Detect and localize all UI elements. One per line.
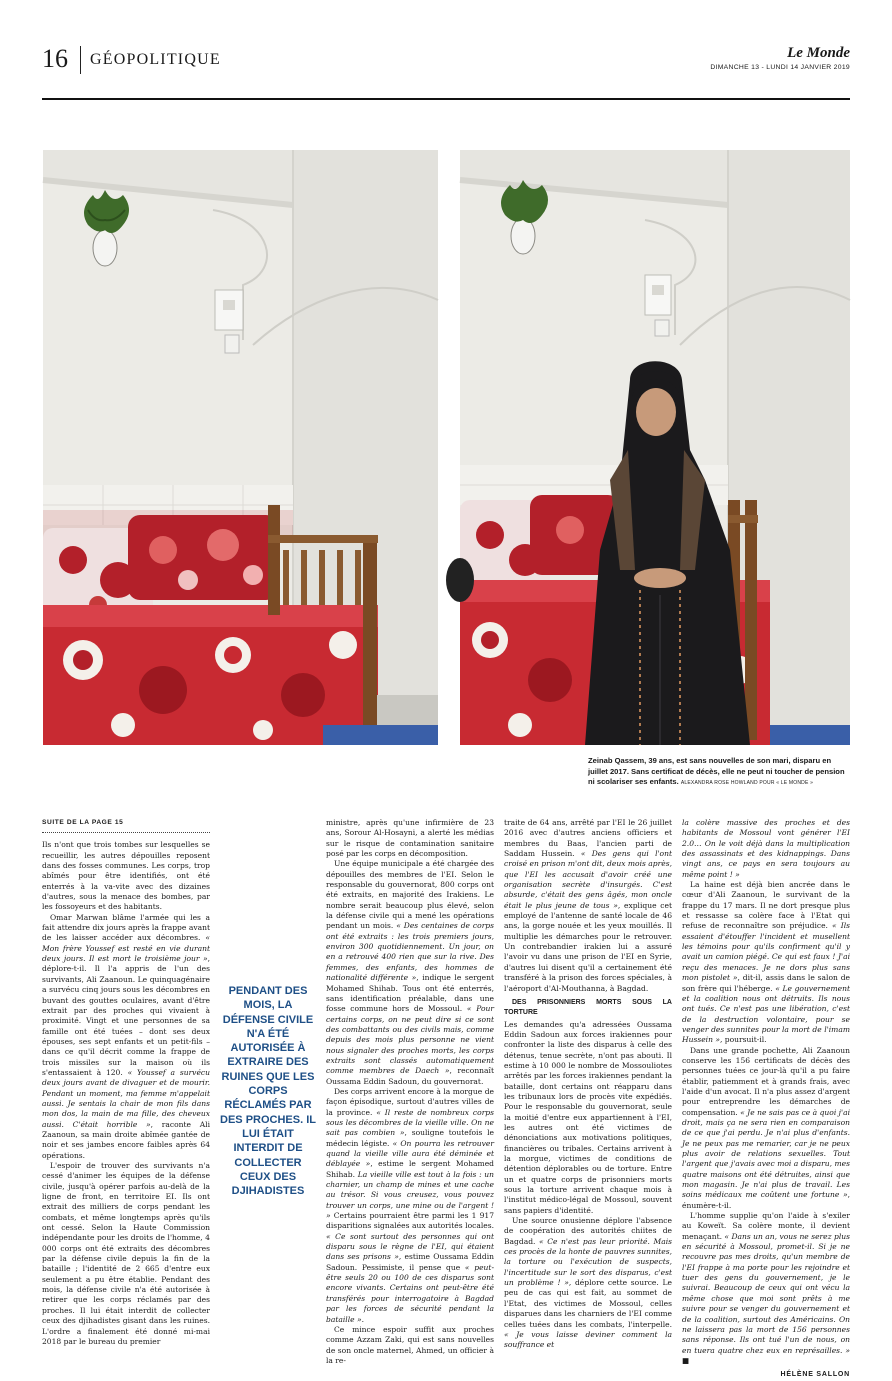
header-rule	[42, 98, 850, 100]
paragraph: Les demandes qu'a adressées Oussama Eddin Sadoun aux forces irakiennes pour confronter la liste des disparus à celle des détenus, tenue secrète, n'ont pas abouti. Il estime à 10 000 le nombre de Mossouliotes arrêtés par les forces irakiennes pendant la bataille, dont certains ont réapparu dans les tribunaux lors de procès vite expédiés. Pour le responsable du gouvernorat, seule la moitié d'entre eux appartiennent à l'EI, les autres ont été victimes de dénonciations aux motivations politiques, financières ou tribales. Certains arrivent à la morgue, victimes de conditions de détention déplorables ou de torture. Entre un et quatre corps de prisonniers morts sous la torture arrivent chaque mois à l'institut médico-légal de Mossoul, souvent sans papiers d'identité.	[504, 1019, 672, 1215]
paragraph: Une source onusienne déplore l'absence de coopération des autorités chiites de Bagdad. « Ce n'est pas leur priorité. Mais ces procès de la honte de pauvres sunnites, la torture ou l'exécution de suspects, l'incertitude sur le sort des disparus, c'est un problème ! », déplore cette source. Le peu de cas qui est fait, au sommet de l'Etat, des victimes de Mossoul, celles disparues dans les charniers de l'EI comme celles tuées dans les combats, l'interpelle. « Je vous laisse deviner comment la souffrance et	[504, 1216, 672, 1350]
continued-from-label: SUITE DE LA PAGE 15	[42, 818, 210, 833]
paragraph: Ce mince espoir suffit aux proches comme Azzam Zaki, qui est sans nouvelles de son oncle maternel, Ahmed, un officier à la re-	[326, 1324, 494, 1365]
header-separator	[80, 46, 81, 74]
paragraph: ministre, après qu'une infirmière de 23 ans, Sorour Al-Hosayni, a alerté les médias sur le risque de contamination sanitaire posé par les corps en décomposition.	[326, 818, 494, 859]
masthead-logo: Le Monde	[787, 45, 850, 61]
issue-date: DIMANCHE 13 - LUNDI 14 JANVIER 2019	[710, 64, 850, 71]
photo-credit: ALEXANDRA ROSE HOWLAND POUR « LE MONDE »	[680, 780, 814, 786]
page-header	[42, 40, 850, 100]
paragraph: Dans une grande pochette, Ali Zaanoun conserve les 156 certificats de décès des personnes tuées ce jour-là qu'il a pu faire établir, patiemment et à grands frais, avec l'aide d'un avocat. Il n'a plus assez d'argent pour entreprendre les démarches de compensation. « Je ne sais pas ce à quoi j'ai droit, mais ça ne sera rien en comparaison de ce que j'ai perdu. Je n'ai plus d'enfants. Je ne peux pas me remarier, car je ne peux plus avoir de relations sexuelles. Tout l'argent que j'avais avec moi a disparu, mes quatre maisons ont été détruites, ainsi que mon magasin. Je n'ai plus de travail. Les soins médicaux me coûtent une fortune », énumère-t-il.	[682, 1045, 850, 1210]
end-mark: ■	[682, 1355, 690, 1365]
photo-zeinab-qassem	[460, 150, 850, 745]
caption-text: Zeinab Qassem, 39 ans, est sans nouvelles de son mari, disparu en juillet 2017. Sans certificat de décès, elle ne peut ni toucher de pension ni scolariser ses enfants.	[588, 756, 845, 786]
article-column-2	[326, 818, 494, 1366]
photo-caption	[588, 756, 850, 789]
byline: HÉLÈNE SALLON	[780, 1371, 850, 1379]
article-column-4	[682, 818, 850, 1381]
paragraph: la colère massive des proches et des habitants de Mossoul vont générer l'EI 2.0… On le voit déjà dans la multiplication des assassinats et des kidnappings. Dans vingt ans, ce pays en sera toujours au même point ! »	[682, 818, 850, 879]
paragraph: La haine est déjà bien ancrée dans le cœur d'Ali Zaanoun, le survivant de la frappe du 17 mars. Il ne dort presque plus et ressasse sa colère face à l'Etat qui refuse de reconnaître son préjudice. « Ils essaient d'étouffer l'incident et musellent les témoins pour qu'ils confirment qu'il y avait un camion piégé. Ce qui est faux ! J'ai reçu des menaces. Je ne dors plus sans mon pistolet », dit-il, assis dans le salon de son frère qui l'héberge. « Le gouvernement et la coalition nous ont détruits. Ils nous ont tués. Ce n'est pas une libération, c'est de la destruction volontaire, pour se venger des sunnites pour la mort de l'imam Hussein », poursuit-il.	[682, 880, 850, 1045]
zeinab-portrait-illustration	[460, 150, 850, 745]
paragraph: Des corps arrivent encore à la morgue de façon épisodique, surtout d'autres villes de la province. « Il reste de nombreux corps sous les décombres de la vieille ville. On ne sait pas combien », souligne toutefois le médecin légiste. « On pourra les retrouver quand la vieille ville aura été déminée et déblayée », estime le sergent Mohamed Shihab. La vieille ville est tout à la fois : un charnier, un champ de mines et une cache au trésor. Si vous creusez, vous pouvez trouver un corps, une mine ou de l'argent ! » Certains pourraient être parmi les 1 917 disparitions signalées aux autorités locales. « Ce sont surtout des personnes qui ont disparu sous le règne de l'EI, qui étaient dans ses prisons », estime Oussama Eddin Sadoun. Pessimiste, il pense que « peut-être seuls 20 ou 100 de ces disparus sont encore vivants. Certains ont peut-être été transférés pour interrogatoire à Bagdad par les forces de sécurité pendant la bataille ».	[326, 1086, 495, 1324]
article-column-1	[42, 818, 210, 1347]
paragraph: Ils n'ont que trois tombes sur lesquelles se recueillir, les autres dépouilles reposent dans des fosses communes. Les corps, trop abîmés pour être identifiés, ont été enterrés à la va-vite avec des dizaines d'autres, sous la menace des bombes, par les fossoyeurs et des habitants.	[42, 840, 210, 912]
empty-room-illustration	[43, 150, 438, 745]
subheading: DES PRISONNIERS MORTS SOUS LA TORTURE	[504, 998, 672, 1017]
article-column-3	[504, 818, 672, 1351]
photo-empty-room	[43, 150, 438, 745]
paragraph: L'espoir de trouver des survivants n'a cessé d'animer les équipes de la défense civile, jusqu'à opérer parfois au-delà de la ligne de front, en territoire EI. Ils ont extrait des milliers de corps pendant les combats, et même longtemps après qu'ils ont cessé. Selon la Haute Commission indépendante pour les droits de l'homme, 4 000 corps ont été extraits des décombres par la défense civile depuis la fin de la bataille ; l'identité de 2 665 d'entre eux seulement a pu être établie. Pendant des mois, la défense civile n'a été autorisée à retirer que les corps réclamés par des proches. Il lui était interdit de collecter ceux des djihadistes gisant dans les ruines. L'ordre a finalement été donné mi-mai 2018 par le bureau du premier	[42, 1161, 210, 1346]
page-number: 16	[42, 44, 68, 73]
pull-quote: PENDANT DES MOIS, LA DÉFENSE CIVILE N'A ÉTÉ AUTORISÉE À EXTRAIRE DES RUINES QUE LES CORPS RÉCLAMÉS PAR DES PROCHES. IL LUI ÉTAIT INTERDIT DE COLLECTER CEUX DES DJIHADISTES	[220, 985, 316, 1198]
paragraph: traite de 64 ans, arrêté par l'EI le 26 juillet 2016 avec d'autres anciens officiers et membres du Baas, l'ancien parti de Saddam Hussein. « Des gens qui l'ont croisé en prison m'ont dit, deux mois après, que l'EI les accusait d'avoir créé une organisation secrète d'insurgés. C'est absurde, c'était des gens âgés, mon oncle était le plus jeune de tous », explique cet employé de l'antenne de santé locale de 46 ans, la gorge nouée et les yeux mouillés. Il multiplie les démarches pour le retrouver. Un contrebandier irakien lui a assuré l'avoir vu dans une prison de l'EI en Syrie, d'autres lui disent qu'il a certainement été transféré à la prison des forces spéciales, à l'aéroport d'Al-Mouthanna, à Bagdad.	[504, 818, 672, 993]
section-title: GÉOPOLITIQUE	[90, 51, 221, 68]
paragraph: L'homme supplie qu'on l'aide à s'exiler au Koweït. Sa colère monte, il devient menaçant. « Dans un an, vous ne serez plus en sécurité à Mossoul, promet-il. Si je ne recouvre pas mes droits, qu'un membre de l'EI frappe à ma porte pour les rejoindre et tuer des gens du gouvernement, je le suivrai. Beaucoup de ceux qui ont vécu la même chose que moi sont prêts à me suivre pour se venger du gouvernement et de la coalition, surtout des Américains. On ne laissera pas la mort de 156 personnes sans réponse. Ils ont tué l'un de nous, on en tuera quatre chez eux en représailles. » ■	[682, 1211, 850, 1365]
paragraph: Une équipe municipale a été chargée des dépouilles des membres de l'EI. Selon le responsable du gouvernorat, 800 corps ont été extraits, en majorité des Irakiens. Le nombre serait beaucoup plus élevé, selon la défense civile qui a mené les opérations pendant un mois. « Des centaines de corps ont été extraits : les trois premiers jours, environ 300 quotidiennement. Un jour, on en a retrouvé 400 rien que sur la rive. Des femmes, des enfants, des hommes de nationalité différente », indique le sergent Mohamed Shihab. Tous ont été enterrés, sans identification préalable, dans une fosse commune hors de Mossoul. « Pour certains corps, on ne peut dire si ce sont des combattants ou des civils mais, comme depuis des mois plus personne ne vient nous signaler des proches morts, les corps extraits sont classés automatiquement comme membres de Daech », reconnaît Oussama Eddin Sadoun, du gouvernorat.	[326, 859, 495, 1086]
paragraph: Omar Marwan blâme l'armée qui les a fait attendre dix jours après la frappe avant de les laisser accéder aux décombres. « Mon frère Youssef est resté en vie durant deux jours. Il est mort le troisième jour », déplore-t-il. Il l'a appris de l'un des survivants, Ali Zaanoun. Le quinquagénaire a survécu cinq jours sous les décombres en buvant des gouttes oculaires, avant d'être extrait par des proches qui vivaient à proximité. Vingt et une personnes de sa famille ont été tuées – dont ses deux épouses, ses sept enfants et un petit-fils – dans ce qu'il décrit comme la frappe de trois missiles sur la maison où ils s'entassaient à 120. « Youssef a survécu deux jours avant de divaguer et de mourir. Pendant un moment, ma femme m'appelait aussi. Je sentais la chair de mon fils dans mon dos, la main de ma fille, des cheveux aussi. C'était horrible », raconte Ali Zaanoun, sa main droite abîmée gantée de noir et ses jambes encore faibles après 64 opérations.	[42, 912, 210, 1160]
